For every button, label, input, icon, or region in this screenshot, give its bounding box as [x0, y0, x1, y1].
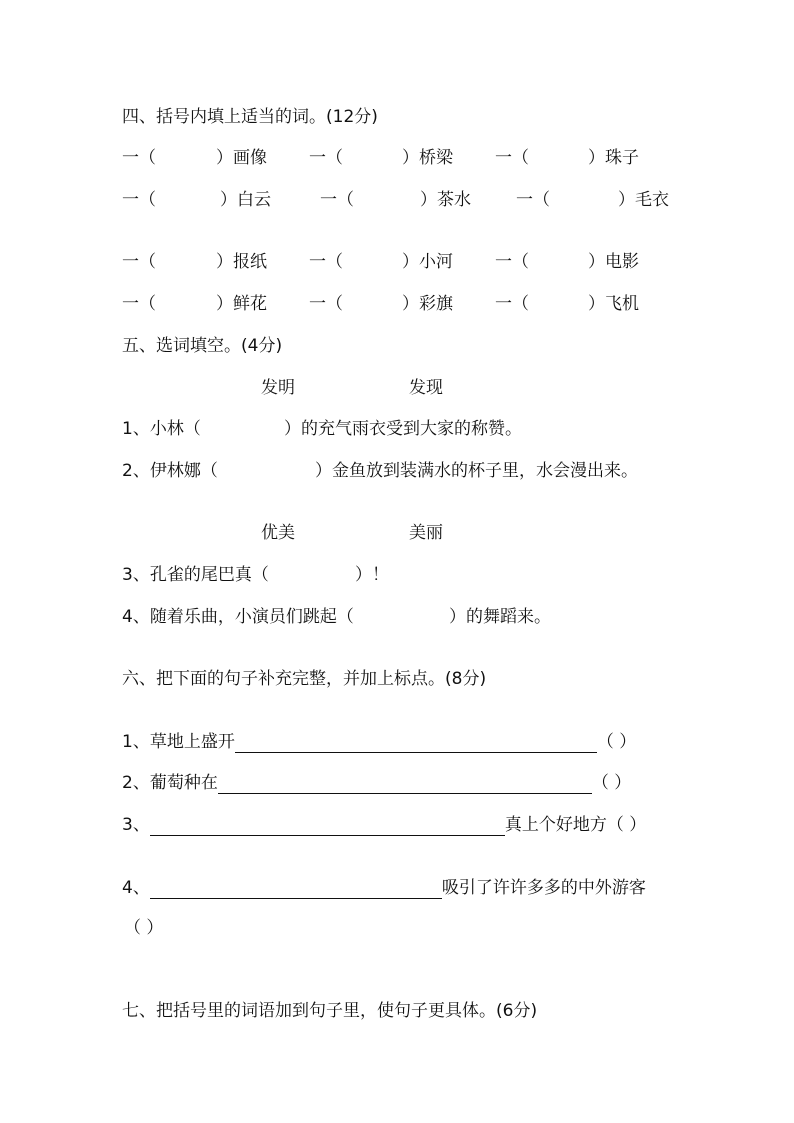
fill-open: 一（ [495, 148, 529, 168]
sentence-suffix: 吸引了许许多多的中外游客 [441, 878, 646, 898]
fill-open: 一（ [122, 190, 156, 210]
fill-open: 一（ [309, 252, 343, 272]
fill-open: 一（ [122, 148, 156, 168]
fill-open: 一（ [495, 294, 529, 314]
answer-line[interactable] [150, 815, 505, 836]
sentence-prefix: 1、草地上盛开 [122, 732, 235, 752]
fill-word: ）飞机 [588, 294, 639, 314]
section4-heading: 四、括号内填上适当的词。(12分) [122, 107, 378, 127]
word-choice: 优美 [261, 523, 295, 543]
fill-word: ）电影 [588, 252, 639, 272]
section6-heading: 六、把下面的句子补充完整，并加上标点。(8分) [122, 669, 487, 689]
fill-word: ）报纸 [216, 252, 267, 272]
fill-word: ）珠子 [588, 148, 639, 168]
fill-word: ）毛衣 [618, 190, 669, 210]
fill-word: ）小河 [402, 252, 453, 272]
sentence-suffix: （ ） [596, 732, 637, 752]
fill-open: 一（ [320, 190, 354, 210]
fill-word: ）茶水 [420, 190, 471, 210]
fill-word: ）白云 [220, 190, 271, 210]
answer-line[interactable] [218, 773, 592, 794]
section7-heading: 七、把括号里的词语加到句子里，使句子更具体。(6分) [122, 1001, 538, 1021]
fill-open: 一（ [309, 148, 343, 168]
sentence-4 [122, 877, 646, 899]
fill-open: 一（ [122, 294, 156, 314]
question-3-start: 3、孔雀的尾巴真（ [122, 565, 269, 585]
fill-word: ）彩旗 [402, 294, 453, 314]
word-choice: 发现 [409, 378, 443, 398]
question-4-end: ）的舞蹈来。 [449, 607, 551, 627]
sentence-suffix: 真上个好地方（ ） [504, 815, 647, 835]
question-3-end: ）！ [355, 565, 389, 585]
sentence-prefix: 2、葡萄种在 [122, 773, 218, 793]
answer-line[interactable] [150, 878, 442, 899]
question-2-end: ）金鱼放到装满水的杯子里，水会漫出来。 [315, 461, 638, 481]
sentence-2 [122, 772, 631, 794]
fill-open: 一（ [495, 252, 529, 272]
fill-open: 一（ [122, 252, 156, 272]
answer-line[interactable] [235, 732, 597, 753]
question-1-start: 1、小林（ [122, 419, 201, 439]
word-choice: 发明 [261, 378, 295, 398]
sentence-prefix: 3、 [122, 815, 150, 835]
sentence-suffix: （ ） [591, 773, 632, 793]
question-4-start: 4、随着乐曲，小演员们跳起（ [122, 607, 354, 627]
fill-word: ）桥梁 [402, 148, 453, 168]
question-1-end: ）的充气雨衣受到大家的称赞。 [284, 419, 522, 439]
fill-word: ）画像 [216, 148, 267, 168]
fill-open: 一（ [516, 190, 550, 210]
sentence-prefix: 4、 [122, 878, 150, 898]
fill-open: 一（ [309, 294, 343, 314]
question-2-start: 2、伊林娜（ [122, 461, 218, 481]
sentence-4-paren: （ ） [124, 918, 164, 938]
sentence-3 [122, 814, 646, 836]
section5-heading: 五、选词填空。(4分) [122, 336, 283, 356]
word-choice: 美丽 [409, 523, 443, 543]
fill-word: ）鲜花 [216, 294, 267, 314]
sentence-1 [122, 731, 636, 753]
